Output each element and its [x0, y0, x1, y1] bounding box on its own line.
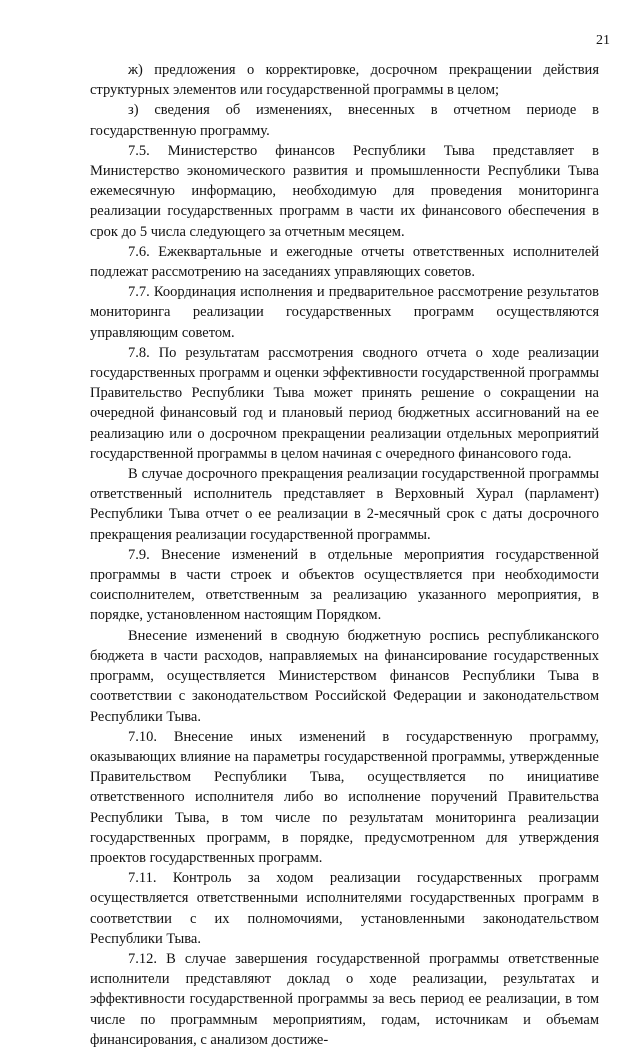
- paragraph-7-11: 7.11. Контроль за ходом реализации государственных программ осуществляется ответственными исполнителями государственных программ в соответствии с их полномочиями, установленными законодательством Республики Тыва.: [90, 870, 599, 947]
- paragraph-7-12: 7.12. В случае завершения государственной программы ответственные исполнители представляют доклад о ходе реализации, результатах и эффективности государственной программы за весь период ее реализации, в том числе по программным мероприятиям, годам, источникам и объемам финансирования, с анализом достиже-: [90, 950, 599, 1048]
- paragraph-7-7: 7.7. Координация исполнения и предварительное рассмотрение результатов мониторинга реализации государственных программ осуществляются управляющим советом.: [90, 284, 599, 341]
- paragraph-7-5: 7.5. Министерство финансов Республики Тыва представляет в Министерство экономического развития и промышленности Республики Тыва ежемесячную информацию, необходимую для проведения мониторинга реализации государственных программ в части их финансового обеспечения в срок до 5 числа следующего за отчетным месяцем.: [90, 142, 599, 240]
- paragraph-early-termination: В случае досрочного прекращения реализации государственной программы ответственный исполнитель представляет в Верховный Хурал (парламент) Республики Тыва отчет о ее реализации в 2-месячный срок с даты досрочного прекращения реализации государственной программы.: [90, 466, 599, 543]
- paragraph-7-8: 7.8. По результатам рассмотрения сводного отчета о ходе реализации государственных программ и оценки эффективности государственной программы Правительство Республики Тыва может принять решение о сокращении на очередной финансовый год и плановый период бюджетных ассигнований на ее реализацию или о досрочном прекращении реализации отдельных мероприятий государственной программы в целом начиная с очередного финансового года.: [90, 344, 599, 462]
- paragraph-item-z: з) сведения об изменениях, внесенных в отчетном периоде в государственную программу.: [90, 102, 599, 139]
- paragraph-7-9: 7.9. Внесение изменений в отдельные мероприятия государственной программы в части строек и объектов осуществляется при необходимости соисполнителем, ответственным за реализацию указанного мероприятия, в порядке, установленном настоящим Порядком.: [90, 546, 599, 624]
- paragraph-7-10: 7.10. Внесение иных изменений в государственную программу, оказывающих влияние на параметры государственной программы, утвержденные Правительством Республики Тыва, осуществляется по инициативе ответственного исполнителя либо во исполнение поручений Правительства Республики Тыва, в том числе по результатам мониторинга реализации государственных программ, в порядке, предусмотренном для утверждения проектов государственных программ.: [90, 728, 599, 866]
- paragraph-7-6: 7.6. Ежеквартальные и ежегодные отчеты ответственных исполнителей подлежат рассмотрению на заседаниях управляющих советов.: [90, 243, 599, 281]
- document-body: [90, 60, 599, 1050]
- paragraph-item-zh: ж) предложения о корректировке, досрочном прекращении действия структурных элементов или государственной программы в целом;: [90, 62, 599, 99]
- paragraph-budget-changes: Внесение изменений в сводную бюджетную роспись республиканского бюджета в части расходов, направляемых на финансирование государственных программ, осуществляется Министерством финансов Республики Тыва в соответствии с законодательством Российской Федерации и законодательством Республики Тыва.: [90, 627, 599, 725]
- page-number: 21: [596, 33, 610, 48]
